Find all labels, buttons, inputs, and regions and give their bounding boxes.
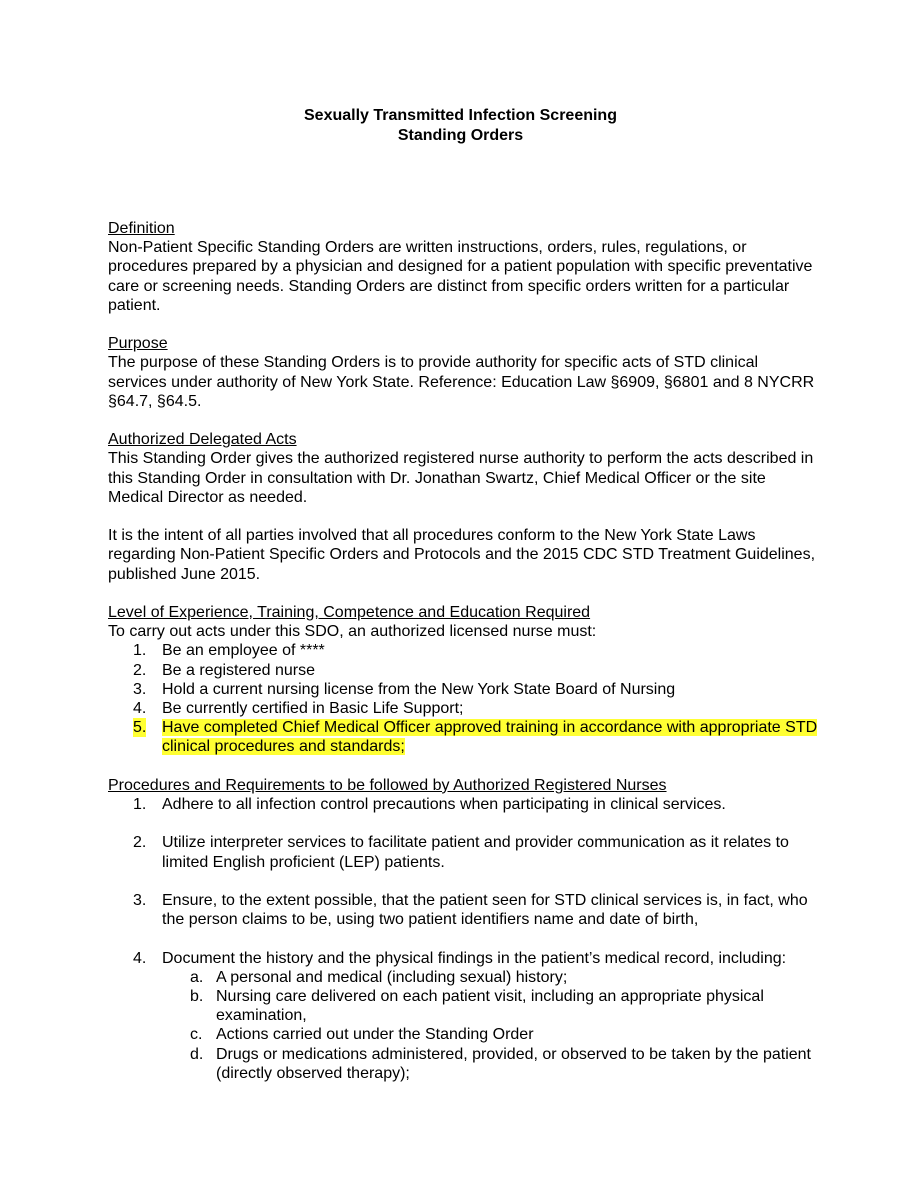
list-item-number: 2. bbox=[133, 661, 147, 679]
delegated-acts-text: This Standing Order gives the authorized registered nurse authority to perform the acts described in this Standing Order in consultation with Dr. Jonathan Swartz, Chief Medical Officer or the site Medical Director as needed. bbox=[108, 450, 814, 506]
list-item bbox=[108, 699, 820, 718]
title-line-1: Sexually Transmitted Infection Screening bbox=[304, 107, 617, 124]
purpose-heading: Purpose bbox=[108, 335, 168, 353]
list-item-text: Utilize interpreter services to facilitate patient and provider communication as it relates to limited English proficient (LEP) patients. bbox=[162, 834, 789, 871]
list-item-text: Document the history and the physical findings in the patient’s medical record, including: bbox=[162, 949, 787, 967]
list-item-text: Ensure, to the extent possible, that the patient seen for STD clinical services is, in fact, who the person claims to be, using two patient identifiers name and date of birth, bbox=[162, 892, 808, 929]
delegated-acts-section bbox=[108, 430, 820, 507]
procedures-section bbox=[108, 776, 820, 1083]
sublist-item-text: Actions carried out under the Standing Order bbox=[216, 1026, 534, 1044]
list-item-text: Adhere to all infection control precautions when participating in clinical services. bbox=[162, 796, 726, 814]
purpose-text: The purpose of these Standing Orders is to provide authority for specific acts of STD clinical services under authority of New York State. Reference: Education Law §6909, §6801 and 8 NYCRR §64.7, §64.5. bbox=[108, 354, 815, 410]
list-item bbox=[108, 833, 820, 871]
list-item-text: Hold a current nursing license from the New York State Board of Nursing bbox=[162, 680, 676, 698]
list-item-number: 3. bbox=[133, 892, 147, 909]
procedures-heading: Procedures and Requirements to be followed by Authorized Registered Nurses bbox=[108, 776, 667, 794]
experience-intro: To carry out acts under this SDO, an authorized licensed nurse must: bbox=[108, 623, 597, 641]
purpose-section bbox=[108, 334, 820, 411]
list-item bbox=[108, 661, 820, 680]
document-title bbox=[0, 106, 921, 145]
list-item-number: 2. bbox=[133, 834, 147, 852]
highlighted-list-item bbox=[108, 718, 820, 756]
intent-section bbox=[108, 526, 820, 584]
sublist-item-text: A personal and medical (including sexual) history; bbox=[216, 968, 568, 986]
documentation-sublist bbox=[162, 968, 820, 1083]
list-item-number: 3. bbox=[133, 680, 147, 698]
list-item-number: 1. bbox=[133, 796, 147, 814]
list-item bbox=[108, 680, 820, 699]
sublist-item-letter: a. bbox=[190, 968, 204, 986]
list-item-number: 4. bbox=[133, 700, 147, 718]
list-item bbox=[108, 795, 820, 814]
experience-list bbox=[108, 641, 820, 756]
list-item-text: Be currently certified in Basic Life Support; bbox=[162, 700, 464, 718]
definition-section bbox=[108, 219, 820, 315]
list-item-number: 1. bbox=[133, 642, 147, 660]
list-item bbox=[108, 949, 820, 1083]
sublist-item-letter: c. bbox=[190, 1026, 203, 1044]
experience-section bbox=[108, 603, 820, 757]
sublist-item-text: Drugs or medications administered, provided, or observed to be taken by the patient (directly observed therapy); bbox=[216, 1045, 811, 1082]
list-item bbox=[108, 891, 820, 929]
delegated-acts-heading: Authorized Delegated Acts bbox=[108, 431, 297, 449]
sublist-item-letter: d. bbox=[190, 1045, 204, 1063]
list-item-text: Be a registered nurse bbox=[162, 661, 315, 679]
sublist-item bbox=[162, 987, 820, 1025]
procedures-list bbox=[108, 795, 820, 1083]
definition-heading: Definition bbox=[108, 220, 175, 237]
list-item-text: Be an employee of **** bbox=[162, 642, 325, 660]
sublist-item bbox=[162, 1045, 820, 1083]
sublist-item bbox=[162, 968, 820, 987]
list-item-number: 5. bbox=[133, 719, 147, 737]
title-line-2: Standing Orders bbox=[397, 126, 524, 144]
definition-text: Non-Patient Specific Standing Orders are written instructions, orders, rules, regulations, or procedures prepared by a physician and designed for a patient population with specific preventative care or screening needs. Standing Orders are distinct from specific orders written for a particular patient. bbox=[108, 239, 813, 314]
document-body bbox=[108, 219, 820, 1102]
sublist-item-text: Nursing care delivered on each patient visit, including an appropriate physical examination, bbox=[216, 988, 764, 1025]
experience-heading: Level of Experience, Training, Competence and Education Required bbox=[108, 604, 591, 621]
list-item-number: 4. bbox=[133, 949, 147, 967]
highlighted-text: Have completed Chief Medical Officer approved training in accordance with appropriate STD clinical procedures and standards; bbox=[162, 719, 818, 756]
list-item bbox=[108, 641, 820, 660]
sublist-item-letter: b. bbox=[190, 988, 204, 1005]
sublist-item bbox=[162, 1025, 820, 1044]
intent-text: It is the intent of all parties involved that all procedures conform to the New York State Laws regarding Non-Patient Specific Orders and Protocols and the 2015 CDC STD Treatment Guidelines, published June 2015. bbox=[108, 527, 816, 583]
